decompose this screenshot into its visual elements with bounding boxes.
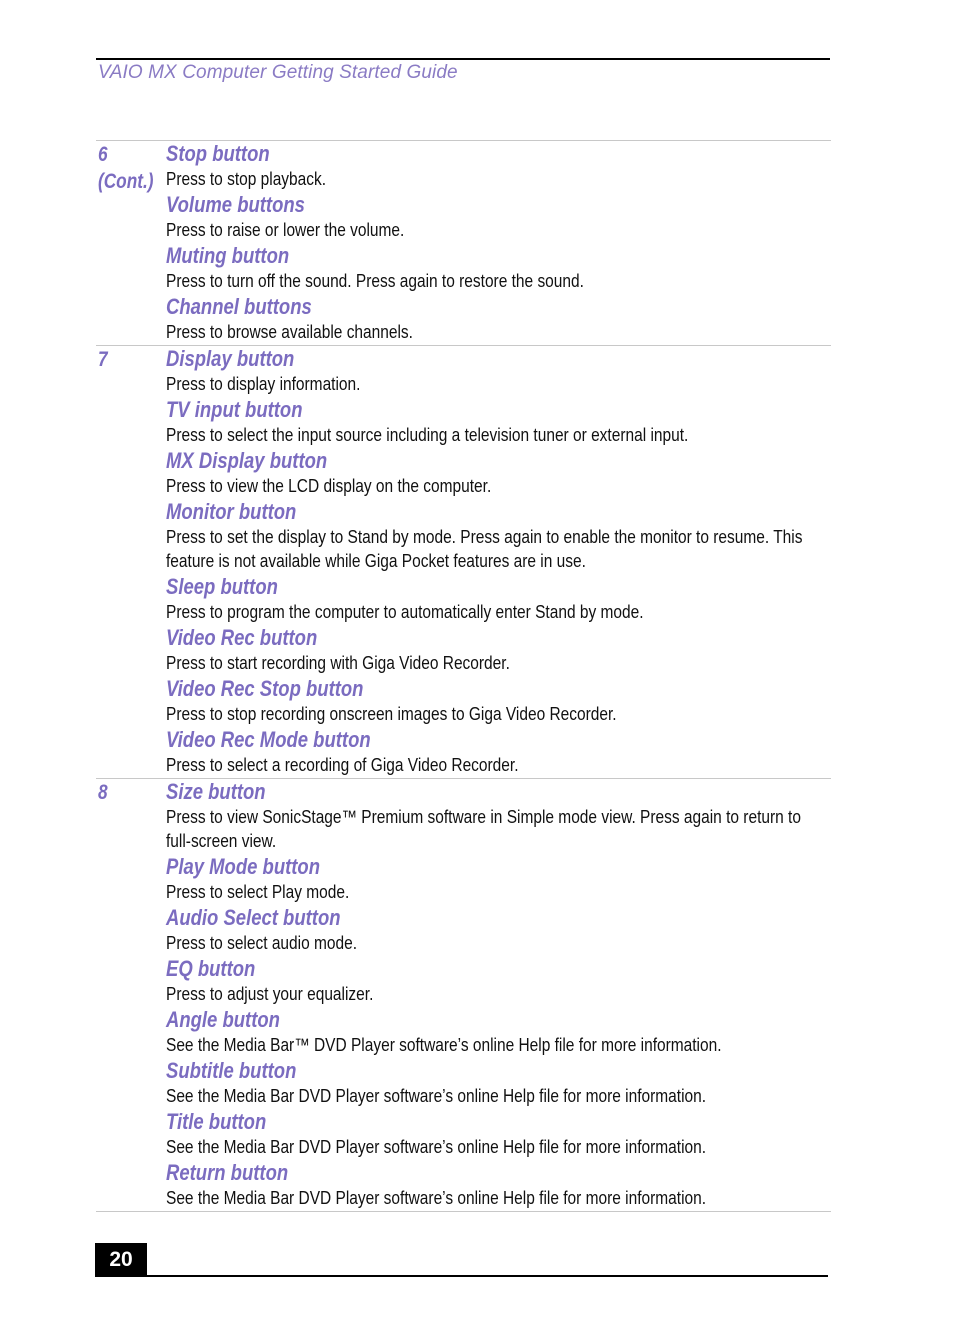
item-title-sleep-button: Sleep button — [166, 574, 278, 599]
table-group-8 — [96, 778, 831, 1212]
item-desc: Press to display information. — [166, 374, 361, 394]
callout-8: 8 — [98, 781, 108, 804]
item-desc: See the Media Bar™ DVD Player software’s online Help file for more information. — [166, 1035, 722, 1055]
item-desc: Press to start recording with Giga Video Recorder. — [166, 653, 510, 673]
item-desc: Press to stop playback. — [166, 169, 327, 189]
item-desc: Press to select a recording of Giga Video Recorder. — [166, 755, 519, 775]
item-desc: Press to view the LCD display on the computer. — [166, 476, 492, 496]
callout-cont-label: (Cont.) — [98, 170, 154, 193]
callout-number — [98, 346, 108, 373]
item-desc: Press to turn off the sound. Press again to restore the sound. — [166, 271, 584, 291]
callout-7: 7 — [98, 348, 108, 371]
item-desc: Press to browse available channels. — [166, 322, 413, 342]
item-list — [166, 346, 831, 778]
item-desc: Press to set the display to Stand by mode. Press again to enable the monitor to resume. This feature is not available while Giga Pocket features are in use. — [166, 527, 803, 571]
item-list — [166, 779, 831, 1211]
item-title-display-button: Display button — [166, 346, 295, 371]
top-rule — [96, 58, 830, 60]
item-title-title-button: Title button — [166, 1109, 267, 1134]
table-group-7 — [96, 345, 831, 778]
item-title-muting-button: Muting button — [166, 243, 290, 268]
bottom-rule — [147, 1275, 828, 1277]
item-list — [166, 141, 831, 345]
callout-6: 6 — [98, 143, 108, 166]
item-title-size-button: Size button — [166, 779, 266, 804]
item-title-volume-buttons: Volume buttons — [166, 192, 305, 217]
item-title-angle-button: Angle button — [166, 1007, 280, 1032]
item-title-return-button: Return button — [166, 1160, 289, 1185]
item-desc: Press to stop recording onscreen images to Giga Video Recorder. — [166, 704, 617, 724]
item-desc: See the Media Bar DVD Player software’s online Help file for more information. — [166, 1188, 707, 1208]
item-title-eq-button: EQ button — [166, 956, 256, 981]
item-desc: Press to adjust your equalizer. — [166, 984, 374, 1004]
item-desc: Press to view SonicStage™ Premium software in Simple mode view. Press again to return to full-screen view. — [166, 807, 801, 851]
running-header: VAIO MX Computer Getting Started Guide — [98, 62, 458, 83]
item-desc: Press to raise or lower the volume. — [166, 220, 405, 240]
callout-number — [98, 141, 153, 195]
item-desc: Press to select Play mode. — [166, 882, 350, 902]
item-title-video-rec-stop-button: Video Rec Stop button — [166, 676, 364, 701]
item-desc: Press to select audio mode. — [166, 933, 358, 953]
callout-number — [98, 779, 108, 806]
table-group-6 — [96, 140, 831, 345]
page-number-box — [95, 1243, 147, 1277]
item-title-subtitle-button: Subtitle button — [166, 1058, 297, 1083]
item-desc: Press to program the computer to automatically enter Stand by mode. — [166, 602, 644, 622]
button-description-table — [96, 140, 831, 1212]
item-title-channel-buttons: Channel buttons — [166, 294, 312, 319]
item-title-mx-display-button: MX Display button — [166, 448, 328, 473]
item-title-play-mode-button: Play Mode button — [166, 854, 320, 879]
item-title-video-rec-button: Video Rec button — [166, 625, 318, 650]
item-desc: Press to select the input source including a television tuner or external input. — [166, 425, 689, 445]
item-title-video-rec-mode-button: Video Rec Mode button — [166, 727, 371, 752]
item-title-monitor-button: Monitor button — [166, 499, 297, 524]
item-desc: See the Media Bar DVD Player software’s online Help file for more information. — [166, 1137, 707, 1157]
item-title-audio-select-button: Audio Select button — [166, 905, 341, 930]
item-title-stop-button: Stop button — [166, 141, 270, 166]
item-title-tv-input-button: TV input button — [166, 397, 303, 422]
item-desc: See the Media Bar DVD Player software’s online Help file for more information. — [166, 1086, 707, 1106]
page-number: 20 — [109, 1248, 133, 1271]
